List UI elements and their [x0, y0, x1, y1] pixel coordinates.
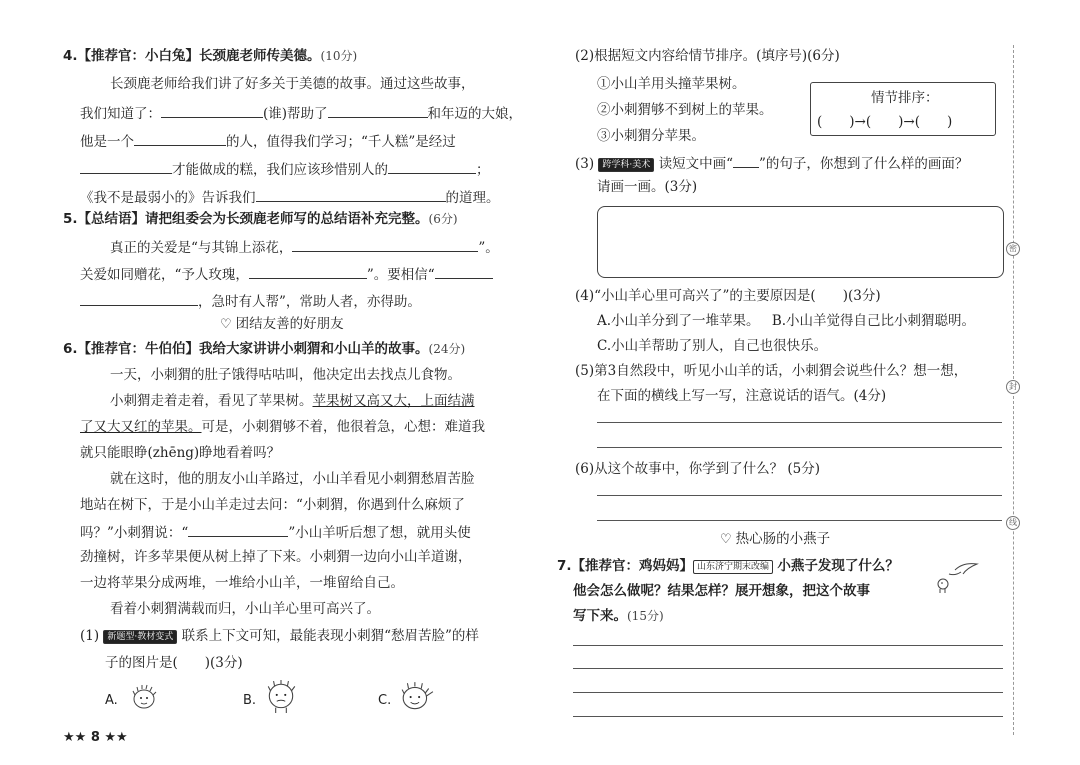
q6-tag: 【推荐官：牛伯伯】: [77, 341, 200, 357]
binding-seal-2: 封: [1006, 380, 1020, 394]
q5-l1-text-a: 真正的关爱是“与其锦上添花，: [110, 240, 293, 256]
q6-heading: [63, 340, 465, 358]
q4-blank-who[interactable]: [161, 103, 263, 118]
q4-points: (10分): [320, 49, 358, 63]
q7-points: (15分): [627, 609, 664, 623]
q4-line-5: [80, 187, 500, 207]
q6-para-1: 一天，小刺猬的肚子饿得咕咕叫，他决定出去找点儿食物。: [110, 367, 461, 383]
q6-sub3-line-marker: [733, 153, 759, 168]
q7-writing-line-2[interactable]: [573, 668, 1003, 669]
q5-line-1: [110, 237, 499, 257]
q4-blank-lesson[interactable]: [256, 187, 446, 202]
q5-line-3: [80, 291, 421, 311]
option-a-label[interactable]: A.: [105, 693, 118, 708]
q4-blank-helped[interactable]: [328, 103, 428, 118]
q6-sub1-line-1: [80, 627, 479, 645]
q6-para-3-line-5: 一边将苹果分成两堆，一堆给小山羊，一堆留给自己。: [80, 575, 404, 591]
order-box-slots[interactable]: ( )→( )→( ): [817, 114, 953, 130]
q5-points: (6分): [428, 212, 458, 226]
order-item-1: ①小山羊用头撞苹果树。: [597, 76, 746, 92]
q6-sub1-text: 联系上下文可知，最能表现小刺猬“愁眉苦脸”的样: [181, 628, 479, 644]
hedgehog-a-icon[interactable]: [130, 683, 158, 711]
order-box: [810, 82, 996, 136]
q6-blank-reply[interactable]: [188, 522, 288, 537]
q6-para-3-line-3: [80, 522, 471, 542]
hedgehog-c-icon[interactable]: [400, 681, 434, 713]
q6-sub2: (2)根据短文内容给情节排序。(填序号)(6分): [575, 48, 840, 64]
page-number-footer: ★★ 8 ★★: [63, 730, 128, 745]
q5-heading: [63, 210, 458, 228]
q4-blank-process[interactable]: [80, 159, 172, 174]
q7-line-3-text: 写下来。: [573, 608, 627, 624]
q6-para-3-line-1: 就在这时，他的朋友小山羊路过，小山羊看见小刺猬愁眉苦脸: [110, 471, 475, 487]
q4-blank-cherish[interactable]: [388, 159, 476, 174]
q6-p3-text-d: ”小山羊听后想了想，就用头使: [288, 525, 471, 541]
q4-blank-person[interactable]: [134, 131, 226, 146]
sub5-writing-line-2[interactable]: [597, 447, 1002, 448]
q6-sub4-option-a-text: A.小山羊分到了一堆苹果。: [597, 313, 760, 329]
q5-blank-3b[interactable]: [80, 291, 198, 306]
q6-p2-underlined-2: 了又大又红的苹果。: [80, 419, 202, 435]
q6-p2-underlined-1: 苹果树又高又大，上面结满: [312, 393, 475, 409]
q5-blank-1[interactable]: [292, 237, 478, 252]
option-b-label[interactable]: B.: [243, 693, 257, 708]
q6-para-2-line-3: 就只能眼睁(zhēng)睁地看着吗？: [80, 445, 281, 461]
q4-l2-text-a: 我们知道了：: [80, 106, 161, 122]
swallow-icon: [935, 560, 980, 598]
q7-source: 山东济宁期末改编: [693, 560, 773, 574]
q6-para-2-line-1: [110, 392, 475, 410]
q6-para-2-line-2: [80, 418, 485, 436]
q6-para-4: 看着小刺猬满载而归，小山羊心里可高兴了。: [110, 601, 380, 617]
q6-p2-text-b: 可是，小刺猬够不着，他很着急，心想：难道我: [201, 419, 485, 435]
q4-title: 长颈鹿老师传美德。: [199, 48, 321, 64]
q4-line-1: 长颈鹿老师给我们讲了好多关于美德的故事。通过这些故事，: [110, 76, 475, 92]
q5-l2-text-a: 关爱如同赠花，“予人玫瑰，: [80, 267, 249, 283]
q6-p3-text-c: 吗？”小刺猬说：“: [80, 525, 189, 541]
q5-number: 5.: [63, 211, 78, 227]
q7-line-2: 他会怎么做呢？结果怎样？展开想象，把这个故事: [573, 583, 870, 599]
q7-writing-line-1[interactable]: [573, 645, 1003, 646]
section-friends-title: 团结友善的好朋友: [235, 316, 344, 332]
q4-l5-text-a: 《我不是最弱小的》告诉我们: [80, 190, 256, 206]
q6-sub1-number: (1): [80, 628, 100, 644]
right-page: [540, 0, 1080, 765]
q4-l2-text-c: 和年迈的大娘，: [427, 106, 523, 122]
q6-sub3-text-b: ”的句子，你想到了什么样的画面？: [759, 156, 969, 172]
q6-points: (24分): [428, 342, 466, 356]
q6-sub4-option-b-text[interactable]: B.小山羊觉得自己比小刺猬聪明。: [771, 313, 976, 329]
order-box-title: 情节排序：: [871, 90, 939, 106]
q7-heading: [557, 557, 899, 575]
q5-title: 请把组委会为长颈鹿老师写的总结语补充完整。: [145, 211, 429, 227]
q7-line-3: [573, 607, 664, 625]
q5-blank-2[interactable]: [249, 264, 367, 279]
heart-icon: ♡: [220, 317, 232, 332]
q6-p2-text-a: 小刺猬走着走着，看见了苹果树。: [110, 393, 313, 409]
q6-title: 我给大家讲讲小刺猬和小山羊的故事。: [199, 341, 429, 357]
q4-l2-text-b: (谁)帮助了: [263, 106, 328, 122]
drawing-box[interactable]: [597, 206, 1004, 278]
q5-l3-text-a: ，急时有人帮”，常助人者，亦得助。: [198, 294, 421, 310]
q6-number: 6.: [63, 341, 78, 357]
q6-sub1-tag: 新题型·教材变式: [103, 630, 177, 644]
q7-number: 7.: [557, 558, 572, 574]
q6-sub4: (4)“小山羊心里可高兴了”的主要原因是( )(3分): [575, 288, 881, 304]
q4-l3-text-b: 的人，值得我们学习；“千人糕”是经过: [226, 134, 456, 150]
q4-l3-text-a: 他是一个: [80, 134, 134, 150]
sub6-writing-line-1[interactable]: [597, 495, 1002, 496]
q6-sub3-number: (3): [575, 156, 595, 172]
q6-para-3-line-2: 地站在树下，于是小山羊走过去问：“小刺猬，你遇到什么麻烦了: [80, 497, 465, 513]
section-swallow-title: 热心肠的小燕子: [735, 531, 831, 547]
q6-sub5-line-2: 在下面的横线上写一写，注意说话的语气。(4分): [597, 388, 887, 404]
q6-sub3-line-2: 请画一画。(3分): [597, 179, 698, 195]
section-friends-heading: [220, 315, 344, 334]
q6-sub3-line-1: [575, 153, 968, 173]
q6-sub3-text-a: 读短文中画“: [658, 156, 733, 172]
q4-line-4: [80, 159, 490, 179]
order-item-3: ③小刺猬分苹果。: [597, 128, 705, 144]
q7-writing-line-3[interactable]: [573, 692, 1003, 693]
q4-tag: 【推荐官：小白兔】: [77, 48, 200, 64]
q5-tag: 【总结语】: [77, 211, 146, 227]
binding-seal-1: 密: [1006, 242, 1020, 256]
sub6-writing-line-2[interactable]: [597, 520, 1002, 521]
q5-line-2: [80, 264, 493, 284]
q4-l5-text-b: 的道理。: [445, 190, 500, 206]
q7-tag: 【推荐官：鸡妈妈】: [571, 558, 694, 574]
q4-number: 4.: [63, 48, 78, 64]
q7-line-1: 小燕子发现了什么？: [777, 558, 899, 574]
q6-sub3-tag: 跨学科·美术: [598, 158, 654, 172]
q6-sub4-option-c[interactable]: C.小山羊帮助了别人，自己也很快乐。: [597, 338, 828, 354]
q6-sub5-line-1: (5)第3自然段中，听见小山羊的话，小刺猬会说些什么？想一想，: [575, 363, 968, 379]
heart-icon: ♡: [720, 532, 732, 547]
q6-para-3-line-4: 劲撞树，许多苹果便从树上掉了下来。小刺猬一边向小山羊道谢，: [80, 549, 472, 565]
sub5-writing-line-1[interactable]: [597, 422, 1002, 423]
q4-line-2: [80, 103, 522, 123]
q4-l4-text-b: ；: [476, 162, 490, 178]
section-swallow-heading: [720, 530, 830, 549]
q6-sub4-option-a[interactable]: [597, 312, 975, 330]
q6-sub6: (6)从这个故事中，你学到了什么？ (5分): [575, 461, 821, 477]
binding-seal-3: 线: [1006, 516, 1020, 530]
q4-line-3: [80, 131, 456, 151]
q6-sub1-line-2: 子的图片是( )(3分): [105, 655, 243, 671]
q4-heading: [63, 47, 357, 65]
q5-l1-text-b: ”。: [478, 240, 499, 256]
q4-l4-text-a: 才能做成的糕，我们应该珍惜别人的: [172, 162, 388, 178]
q5-blank-3a[interactable]: [435, 264, 493, 279]
option-c-label[interactable]: C.: [378, 693, 392, 708]
order-item-2: ②小刺猬够不到树上的苹果。: [597, 102, 773, 118]
q7-writing-line-4[interactable]: [573, 716, 1003, 717]
q5-l2-text-b: ”。要相信“: [366, 267, 435, 283]
hedgehog-b-icon[interactable]: [266, 680, 296, 714]
